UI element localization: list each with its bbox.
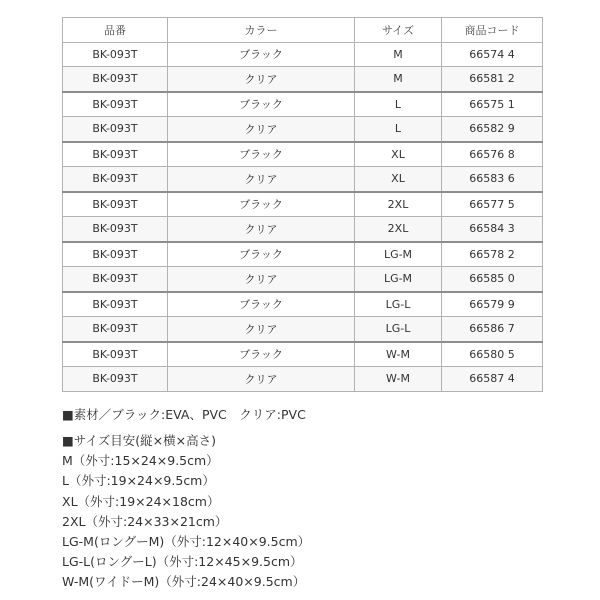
table-row	[63, 267, 543, 292]
cell-size: XL	[355, 167, 442, 192]
cell-color: クリア	[168, 317, 355, 342]
size-guide-item: W-M(ワイドーM)（外寸:24×40×9.5cm）	[62, 574, 306, 590]
cell-part-number: BK-093T	[63, 242, 168, 267]
cell-product-code: 66575 1	[442, 92, 543, 117]
cell-size: XL	[355, 142, 442, 167]
cell-size: M	[355, 42, 442, 67]
cell-part-number: BK-093T	[63, 167, 168, 192]
cell-size: L	[355, 92, 442, 117]
table-row	[63, 117, 543, 142]
cell-color: クリア	[168, 117, 355, 142]
size-guide-item: LG-L(ロングーL)（外寸:12×45×9.5cm）	[62, 554, 303, 570]
cell-product-code: 66587 4	[442, 367, 543, 392]
material-note: ■素材／ブラック:EVA、PVC クリア:PVC	[62, 407, 306, 422]
size-guide-title: ■サイズ目安(縦×横×高さ)	[62, 433, 217, 448]
cell-part-number: BK-093T	[63, 217, 168, 242]
cell-color: クリア	[168, 167, 355, 192]
header-color: カラー	[168, 18, 355, 43]
cell-size: 2XL	[355, 217, 442, 242]
size-guide-item: L（外寸:19×24×9.5cm）	[62, 473, 215, 489]
cell-product-code: 66584 3	[442, 217, 543, 242]
size-guide-item: 2XL（外寸:24×33×21cm）	[62, 513, 228, 529]
table-header-row	[63, 18, 543, 43]
cell-product-code: 66579 9	[442, 292, 543, 317]
cell-part-number: BK-093T	[63, 42, 168, 67]
cell-part-number: BK-093T	[63, 142, 168, 167]
cell-size: LG-M	[355, 267, 442, 292]
cell-product-code: 66580 5	[442, 342, 543, 367]
cell-product-code: 66576 8	[442, 142, 543, 167]
size-guide-item: XL（外寸:19×24×18cm）	[62, 493, 220, 509]
cell-size: 2XL	[355, 192, 442, 217]
table-row	[63, 367, 543, 392]
cell-color: ブラック	[168, 42, 355, 67]
cell-part-number: BK-093T	[63, 117, 168, 142]
cell-size: LG-L	[355, 317, 442, 342]
cell-size: W-M	[355, 342, 442, 367]
cell-part-number: BK-093T	[63, 317, 168, 342]
cell-color: クリア	[168, 217, 355, 242]
cell-color: ブラック	[168, 192, 355, 217]
cell-product-code: 66581 2	[442, 67, 543, 92]
table-row	[63, 42, 543, 67]
cell-product-code: 66585 0	[442, 267, 543, 292]
table-body	[63, 42, 543, 391]
cell-part-number: BK-093T	[63, 267, 168, 292]
table-row	[63, 142, 543, 167]
size-guide-item: M（外寸:15×24×9.5cm）	[62, 453, 219, 469]
table-row	[63, 217, 543, 242]
cell-color: クリア	[168, 367, 355, 392]
cell-size: LG-M	[355, 242, 442, 267]
cell-color: ブラック	[168, 342, 355, 367]
cell-product-code: 66578 2	[442, 242, 543, 267]
cell-size: LG-L	[355, 292, 442, 317]
cell-product-code: 66574 4	[442, 42, 543, 67]
product-notes	[62, 405, 542, 593]
cell-size: W-M	[355, 367, 442, 392]
cell-product-code: 66583 6	[442, 167, 543, 192]
cell-product-code: 66577 5	[442, 192, 543, 217]
cell-color: ブラック	[168, 142, 355, 167]
cell-part-number: BK-093T	[63, 342, 168, 367]
cell-part-number: BK-093T	[63, 292, 168, 317]
table-row	[63, 342, 543, 367]
cell-part-number: BK-093T	[63, 192, 168, 217]
cell-product-code: 66586 7	[442, 317, 543, 342]
table-row	[63, 192, 543, 217]
cell-part-number: BK-093T	[63, 92, 168, 117]
cell-size: M	[355, 67, 442, 92]
product-spec-table	[62, 17, 543, 392]
header-size: サイズ	[355, 18, 442, 43]
cell-color: ブラック	[168, 92, 355, 117]
cell-color: クリア	[168, 67, 355, 92]
table-row	[63, 242, 543, 267]
cell-color: ブラック	[168, 292, 355, 317]
header-product-code: 商品コード	[442, 18, 543, 43]
cell-part-number: BK-093T	[63, 367, 168, 392]
cell-part-number: BK-093T	[63, 67, 168, 92]
table-row	[63, 67, 543, 92]
cell-color: クリア	[168, 267, 355, 292]
table-row	[63, 292, 543, 317]
table-row	[63, 92, 543, 117]
cell-size: L	[355, 117, 442, 142]
cell-color: ブラック	[168, 242, 355, 267]
cell-product-code: 66582 9	[442, 117, 543, 142]
header-part-number: 品番	[63, 18, 168, 43]
size-guide-item: LG-M(ロングーM)（外寸:12×40×9.5cm）	[62, 533, 311, 549]
table-row	[63, 317, 543, 342]
table-row	[63, 167, 543, 192]
